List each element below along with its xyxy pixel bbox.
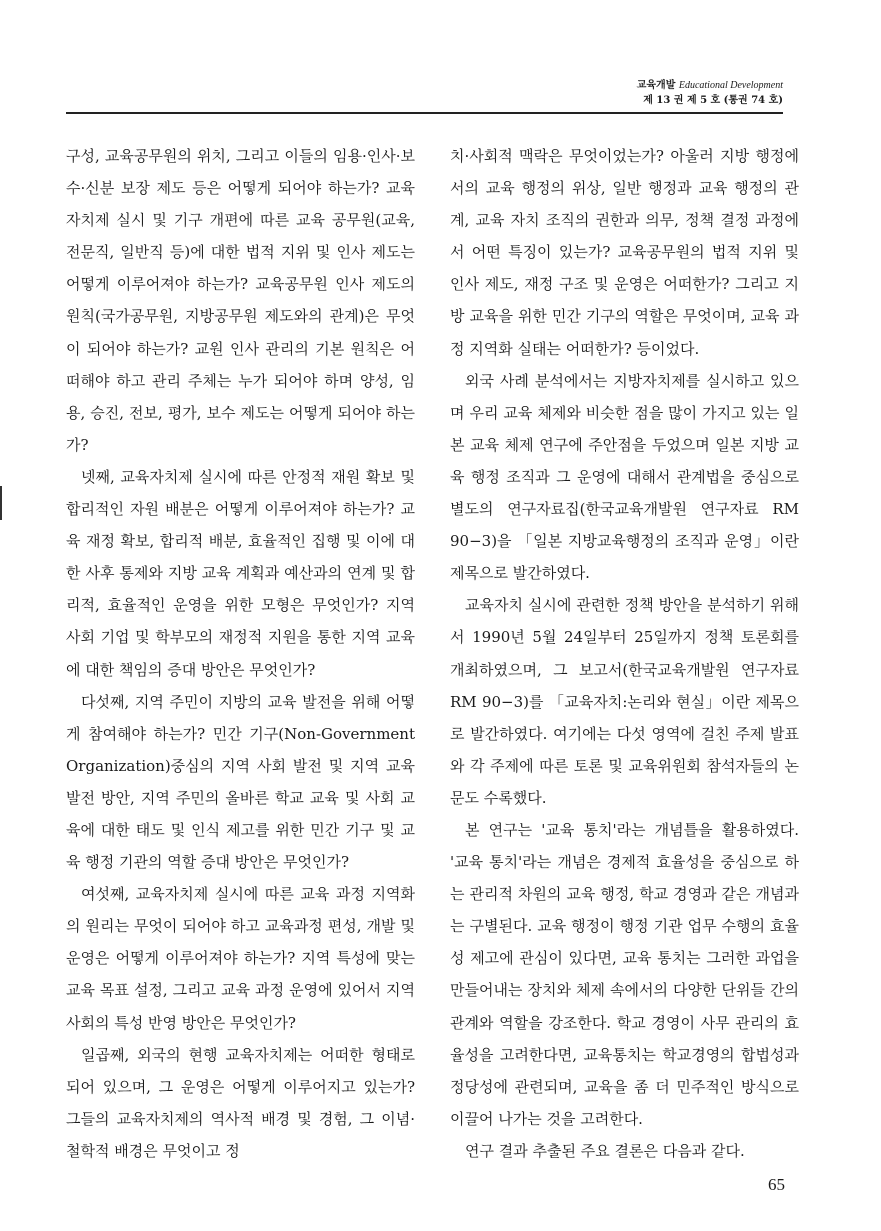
paragraph: 여섯째, 교육자치제 실시에 따른 교육 과정 지역화의 원리는 무엇이 되어야 하고 교육과정 편성, 개발 및 운영은 어떻게 이루어져야 하는가? 지역 특성에 맞는 교육 목표 설정, 그리고 교육 과정 운영에 있어서 지역 사회의 특성 반영 방안은 무엇인가? <box>66 885 415 1032</box>
journal-title <box>637 78 783 93</box>
journal-title-ko: 교육개발 <box>636 80 676 91</box>
issue-info: 제 13 권 제 5 호 (통권 74 호) <box>643 95 783 106</box>
page-number: 65 <box>768 1175 785 1194</box>
paragraph: 구성, 교육공무원의 위치, 그리고 이들의 임용·인사·보수·신분 보장 제도 등은 어떻게 되어야 하는가? 교육자치제 실시 및 기구 개편에 따른 교육 공무원(교육, 전문직, 일반직 등)에 대한 법적 지위 및 인사 제도는 어떻게 이루어져야 하는가? 교육공무원 인사 제도의 원칙(국가공무원, 지방공무원 제도와의 관계)은 무엇이 되어야 하는가? 교원 인사 관리의 기본 원칙은 어떠해야 하고 관리 주체는 누가 되어야 하며 양성, 임용, 승진, 전보, 평가, 보수 제도는 어떻게 되어야 하는가? <box>66 147 415 454</box>
paragraph: 치·사회적 맥락은 무엇이었는가? 아울러 지방 행정에서의 교육 행정의 위상, 일반 행정과 교육 행정의 관계, 교육 자치 조직의 권한과 의무, 정책 결정 과정에서 어떤 특징이 있는가? 교육공무원의 법적 지위 및 인사 제도, 재정 구조 및 운영은 어떠한가? 그리고 지방 교육을 위한 민간 기구의 역할은 무엇이며, 교육 과정 지역화 실태는 어떠한가? 등이었다. <box>450 147 799 358</box>
paragraph: 외국 사례 분석에서는 지방자치제를 실시하고 있으며 우리 교육 체제와 비슷한 점을 많이 가지고 있는 일본 교육 체제 연구에 주안점을 두었으며 일본 지방 교육 행정 조직과 그 운영에 대해서 관계법을 중심으로 별도의 연구자료집(한국교육개발원 연구자료 RM 90−3)을 「일본 지방교육행정의 조직과 운영」이란 제목으로 발간하였다. <box>450 371 799 583</box>
paragraph: 본 연구는 '교육 통치'라는 개념틀을 활용하였다. '교육 통치'라는 개념은 경제적 효율성을 중심으로 하는 관리적 차원의 교육 행정, 학교 경영과 같은 개념과는 구별된다. 교육 행정이 행정 기관 업무 수행의 효율성 제고에 관심이 있다면, 교육 통치는 그러한 과업을 만들어내는 장치와 체제 속에서의 다양한 단위들 간의 관계와 역할을 강조한다. 학교 경영이 사무 관리의 효율성을 고려한다면, 교육통치는 학교경영의 합법성과 정당성에 관련되며, 교육을 좀 더 민주적인 방식으로 이끌어 나가는 것을 고려한다. <box>450 820 799 1128</box>
scan-edge-mark <box>0 486 2 520</box>
paragraph: 연구 결과 추출된 주요 결론은 다음과 같다. <box>465 1141 745 1160</box>
right-column <box>450 140 799 1167</box>
left-column <box>66 140 415 1167</box>
paragraph: 일곱째, 외국의 현행 교육자치제는 어떠한 형태로 되어 있으며, 그 운영은 어떻게 이루어지고 있는가? 그들의 교육자치제의 역사적 배경 및 경험, 그 이념· 철학적 배경은 무엇이고 정 <box>66 1045 415 1160</box>
journal-title-en: Educational Development <box>678 80 783 91</box>
header-rule <box>66 112 783 114</box>
running-header <box>637 78 783 108</box>
paragraph: 넷째, 교육자치제 실시에 따른 안정적 재원 확보 및 합리적인 자원 배분은 어떻게 이루어져야 하는가? 교육 재정 확보, 합리적 배분, 효율적인 집행 및 이에 대한 사후 통제와 지방 교육 계획과 예산과의 연계 및 합리적, 효율적인 운영을 위한 모형은 무엇인가? 지역 사회 기업 및 학부모의 재정적 지원을 통한 지역 교육에 대한 책임의 증대 방안은 무엇인가? <box>66 467 415 679</box>
paragraph: 교육자치 실시에 관련한 정책 방안을 분석하기 위해서 1990년 5월 24일부터 25일까지 정책 토론회를 개최하였으며, 그 보고서(한국교육개발원 연구자료 RM 90−3)를 「교육자치:논리와 현실」이란 제목으로 발간하였다. 여기에는 다섯 영역에 걸친 주제 발표와 각 주제에 따른 토론 및 교육위원회 참석자들의 논문도 수록했다. <box>450 596 799 807</box>
paragraph: 다섯째, 지역 주민이 지방의 교육 발전을 위해 어떻게 참여해야 하는가? 민간 기구(Non-Government Organization)중심의 지역 사회 발전 및 지역 교육 발전 방안, 지역 주민의 올바른 학교 교육 및 사회 교육에 대한 태도 및 인식 제고를 위한 민간 기구 및 교육 행정 기관의 역할 증대 방안은 무엇인가? <box>66 692 415 872</box>
